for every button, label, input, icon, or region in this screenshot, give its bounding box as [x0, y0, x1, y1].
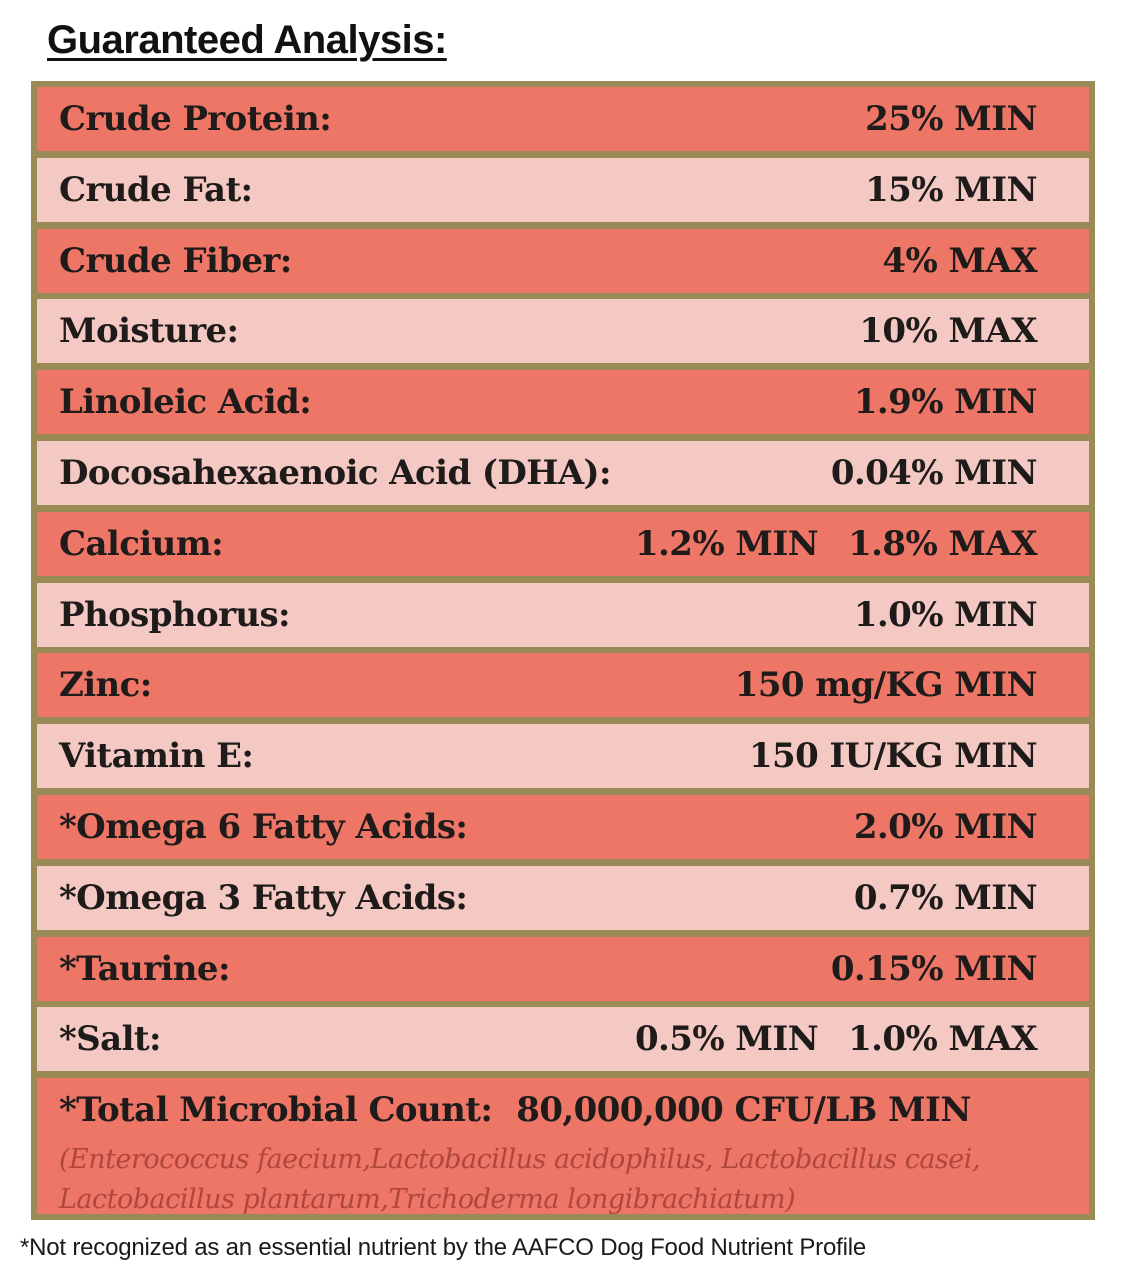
nutrient-label: Calcium: [59, 523, 224, 564]
table-row [37, 583, 1089, 647]
nutrient-value-primary: 4% MAX [882, 240, 1037, 281]
microbial-species-list [59, 1140, 1069, 1220]
table-row [37, 87, 1089, 151]
nutrient-value-primary: 2.0% MIN [853, 807, 1037, 847]
nutrient-value [635, 1007, 1037, 1071]
microbial-value: 80,000,000 CFU/LB MIN [516, 1090, 971, 1131]
nutrient-value-primary: 0.15% MIN [830, 948, 1037, 989]
nutrient-value [865, 87, 1037, 151]
nutrient-value-primary: 25% MIN [865, 99, 1037, 139]
nutrient-value-primary: 0.04% MIN [830, 453, 1037, 493]
nutrient-value-primary: 1.0% MIN [853, 594, 1037, 635]
table-row [37, 299, 1089, 363]
table-row [37, 937, 1089, 1001]
nutrient-label: *Omega 3 Fatty Acids: [59, 877, 468, 918]
table-row [37, 229, 1089, 293]
nutrient-value-primary: 150 IU/KG MIN [748, 736, 1037, 777]
table-row [37, 370, 1089, 434]
nutrient-value-secondary: 1.0% MAX [848, 1019, 1037, 1060]
nutrient-label: Docosahexaenoic Acid (DHA): [59, 453, 611, 493]
nutrient-value [854, 866, 1037, 930]
table-row [37, 653, 1089, 717]
nutrient-value [831, 441, 1037, 505]
nutrient-value-primary: 1.9% MIN [853, 382, 1037, 423]
nutrient-label: Zinc: [59, 665, 152, 706]
nutrient-label: Phosphorus: [59, 594, 291, 635]
nutrient-value [854, 795, 1037, 859]
table-row [37, 1007, 1089, 1071]
nutrient-value [735, 653, 1037, 717]
nutrient-value-primary: 15% MIN [865, 169, 1037, 210]
species-line: (Enterococcus faecium,Lactobacillus acidophilus, Lactobacillus casei, [59, 1144, 980, 1176]
nutrient-label: *Salt: [59, 1019, 161, 1060]
nutrient-value [831, 937, 1037, 1001]
table-row [37, 158, 1089, 222]
nutrient-value [854, 583, 1037, 647]
nutrient-label: Crude Fat: [59, 169, 253, 210]
microbial-row [37, 1078, 1089, 1214]
nutrient-label: Crude Fiber: [59, 240, 292, 281]
nutrient-label: Vitamin E: [59, 736, 254, 777]
nutrient-value [859, 299, 1037, 363]
nutrient-value [749, 724, 1037, 788]
table-row [37, 512, 1089, 576]
page-title: Guaranteed Analysis: [47, 18, 447, 62]
footnote: *Not recognized as an essential nutrient by the AAFCO Dog Food Nutrient Profile [20, 1234, 866, 1261]
nutrient-label: Moisture: [59, 311, 239, 352]
microbial-label: *Total Microbial Count: [59, 1090, 493, 1131]
nutrient-value-secondary: 1.8% MAX [848, 523, 1037, 564]
nutrient-value-primary: 1.2% MIN [634, 523, 819, 564]
nutrient-value [635, 512, 1037, 576]
nutrient-value [865, 158, 1037, 222]
table-row [37, 795, 1089, 859]
nutrient-label: *Taurine: [59, 948, 230, 989]
table-row [37, 724, 1089, 788]
nutrient-value-primary: 0.7% MIN [853, 877, 1037, 918]
nutrient-value-primary: 0.5% MIN [634, 1019, 819, 1060]
nutrient-label: Linoleic Acid: [59, 382, 312, 423]
nutrient-label: Crude Protein: [59, 99, 332, 139]
nutrient-value-primary: 150 mg/KG MIN [734, 665, 1037, 706]
nutrient-value [854, 370, 1037, 434]
species-line: Lactobacillus plantarum,Trichoderma longibrachiatum) [59, 1184, 796, 1216]
table-row [37, 441, 1089, 505]
guaranteed-analysis-table [31, 81, 1095, 1220]
nutrient-value [882, 229, 1037, 293]
nutrient-value-primary: 10% MAX [859, 311, 1037, 352]
nutrient-label: *Omega 6 Fatty Acids: [59, 807, 468, 847]
table-row [37, 866, 1089, 930]
microbial-heading [59, 1090, 971, 1130]
